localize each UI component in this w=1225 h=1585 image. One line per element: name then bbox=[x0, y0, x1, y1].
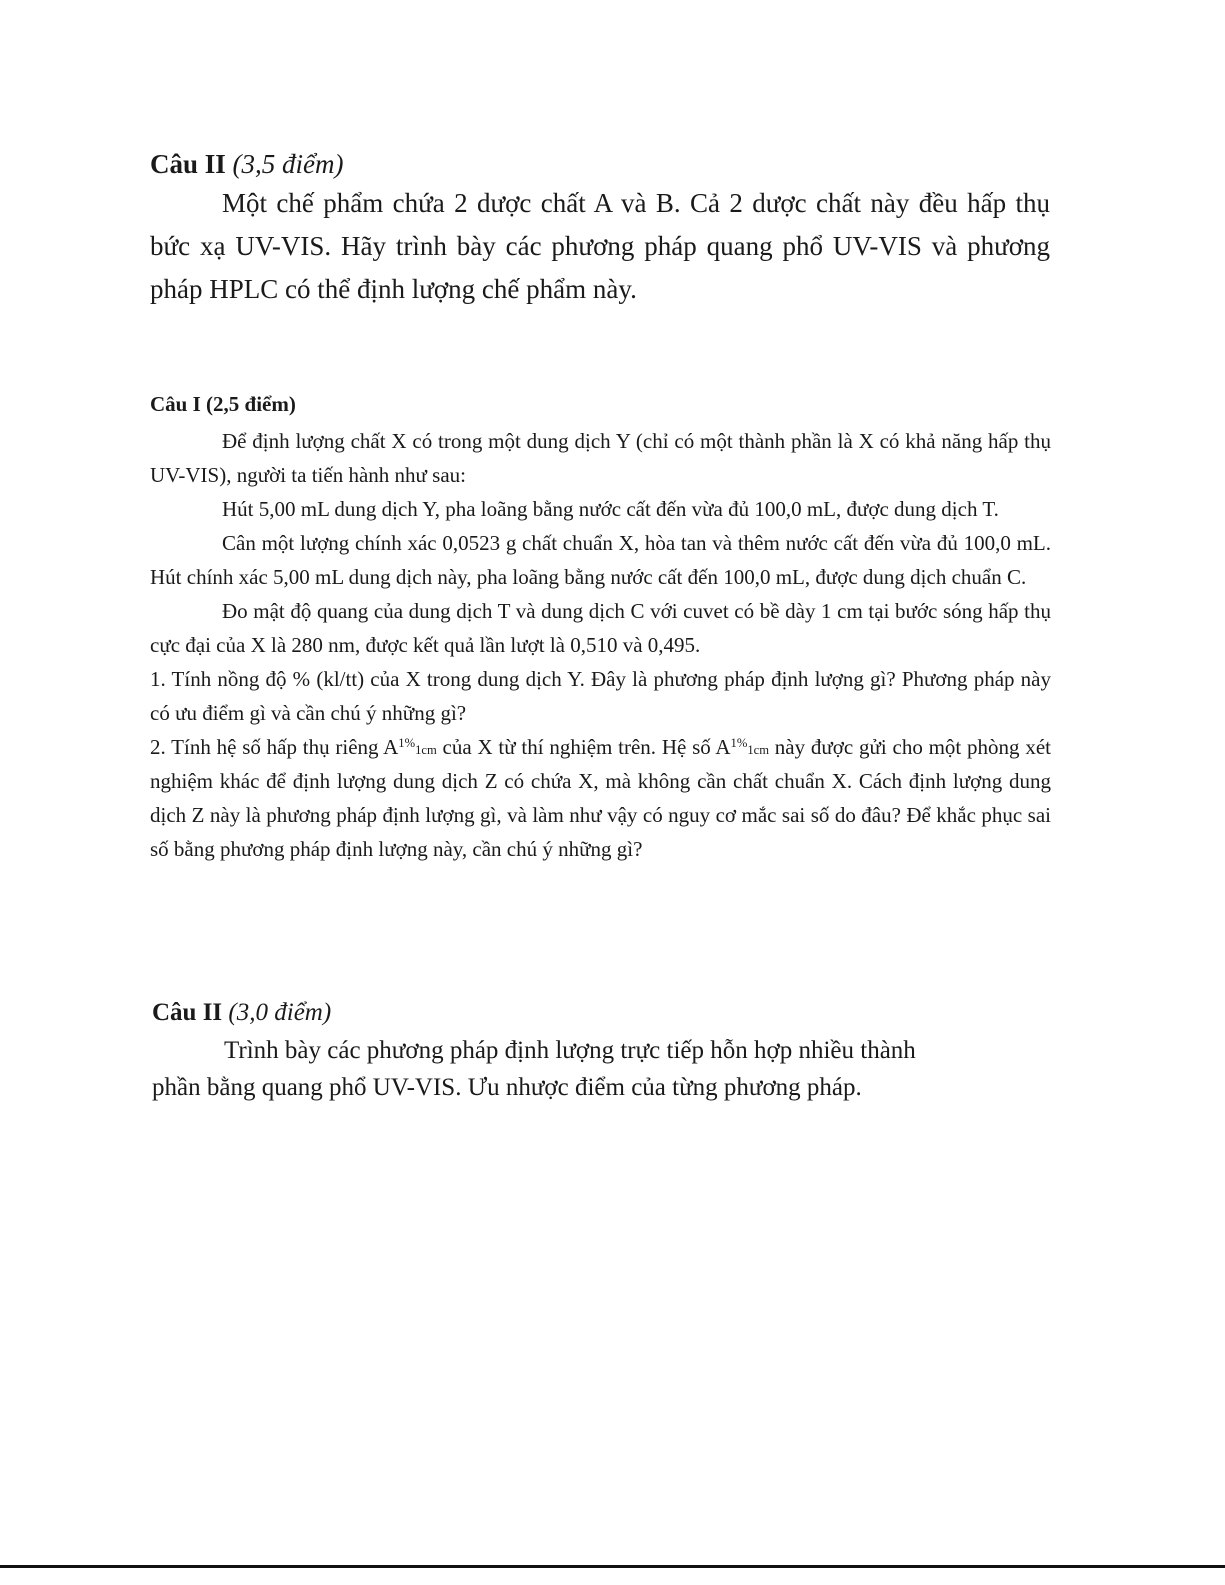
question-title bbox=[152, 996, 1052, 1030]
question-2-block-a bbox=[150, 146, 1050, 311]
text-run: 2. Tính hệ số hấp thụ riêng A bbox=[150, 735, 399, 759]
subscript: 1cm bbox=[747, 743, 770, 757]
question-label: Câu II bbox=[150, 149, 226, 179]
question-points: (3,0 điểm) bbox=[228, 999, 332, 1026]
question-label: Câu II bbox=[152, 999, 223, 1026]
subscript: 1cm bbox=[415, 743, 437, 757]
question-title bbox=[150, 389, 1051, 419]
paragraph: Đo mật độ quang của dung dịch T và dung dịch C với cuvet có bề dày 1 cm tại bước sóng hấp thụ cực đại của X là 280 nm, được kết quả lần lượt là 0,510 và 0,495. bbox=[150, 599, 1051, 657]
question-body: Một chế phẩm chứa 2 dược chất A và B. Cả 2 dược chất này đều hấp thụ bức xạ UV-VIS. Hãy trình bày các phương pháp quang phổ UV-VIS và phương pháp HPLC có thể định lượng chế phẩm này. bbox=[150, 188, 1050, 304]
question-points: (2,5 điểm) bbox=[206, 392, 296, 416]
text-run: này được gửi cho một phòng xét nghiệm khác để định lượng dung dịch Z có chứa X, mà không cần chất chuẩn X. Cách định lượng dung dịch Z này là phương pháp định lượng gì, và làm như vậy có nguy cơ mắc sai số do đâu? Để khắc phục sai số bằng phương pháp định lượng này, cần chú ý những gì? bbox=[150, 735, 1051, 861]
question-1-block bbox=[150, 389, 1051, 866]
superscript: 1% bbox=[398, 736, 416, 751]
paragraph: Hút 5,00 mL dung dịch Y, pha loãng bằng nước cất đến vừa đủ 100,0 mL, được dung dịch T. bbox=[222, 497, 999, 521]
sub-question-2 bbox=[150, 730, 1051, 866]
page-bottom-divider bbox=[0, 1565, 1225, 1568]
question-title bbox=[150, 146, 1050, 182]
question-2-block-b bbox=[152, 996, 1052, 1106]
question-body-line: phần bằng quang phổ UV-VIS. Ưu nhược điểm của từng phương pháp. bbox=[152, 1074, 862, 1101]
paragraph: Cân một lượng chính xác 0,0523 g chất chuẩn X, hòa tan và thêm nước cất đến vừa đủ 100,0 mL. Hút chính xác 5,00 mL dung dịch này, pha loãng bằng nước cất đến 100,0 mL, được dung dịch chuẩn C. bbox=[150, 531, 1051, 589]
sub-question-1: 1. Tính nồng độ % (kl/tt) của X trong dung dịch Y. Đây là phương pháp định lượng gì? Phương pháp này có ưu điểm gì và cần chú ý những gì? bbox=[150, 667, 1051, 725]
question-points: (3,5 điểm) bbox=[232, 149, 344, 179]
paragraph: Để định lượng chất X có trong một dung dịch Y (chỉ có một thành phần là X có khả năng hấp thụ UV-VIS), người ta tiến hành như sau: bbox=[150, 429, 1051, 487]
superscript: 1% bbox=[730, 736, 748, 751]
question-label: Câu I bbox=[150, 392, 201, 416]
text-run: của X từ thí nghiệm trên. Hệ số A bbox=[436, 735, 731, 759]
question-body-line: Trình bày các phương pháp định lượng trực tiếp hỗn hợp nhiều thành bbox=[224, 1037, 916, 1064]
